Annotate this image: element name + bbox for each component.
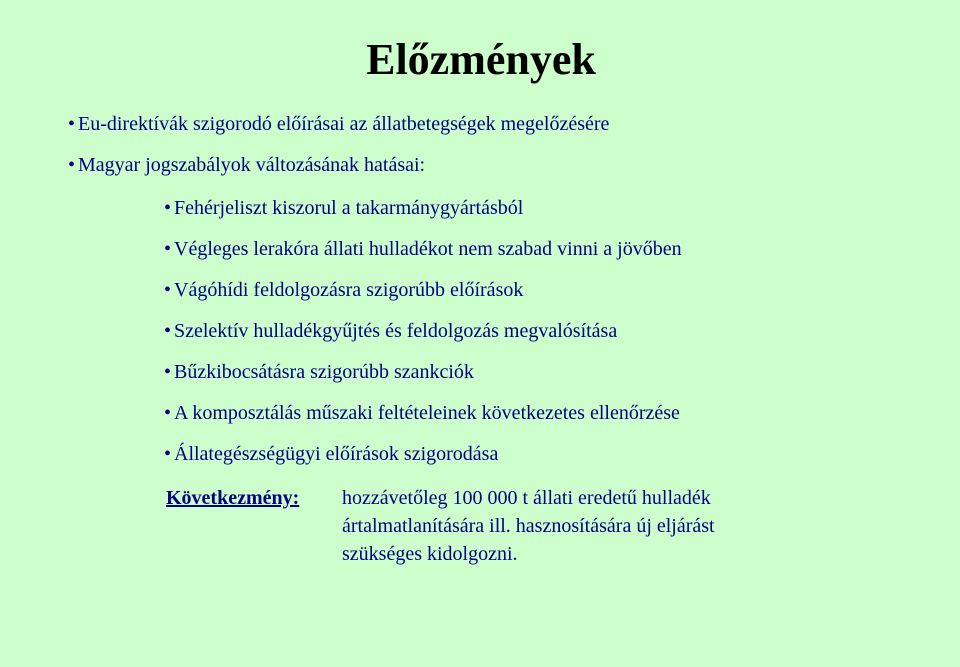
bullet-icon: •	[164, 361, 172, 383]
sub-bullet-item	[164, 236, 682, 262]
main-bullet-item	[68, 111, 609, 137]
sub-bullet-item	[164, 400, 680, 426]
bullet-icon: •	[164, 197, 172, 219]
sub-bullet-item	[164, 359, 474, 385]
conclusion-line: ártalmatlanítására ill. hasznosítására új eljárást	[342, 515, 715, 537]
sub-bullet-text: Végleges lerakóra állati hulladékot nem szabad vinni a jövőben	[174, 238, 682, 260]
sub-bullet-item	[164, 318, 617, 344]
main-bullet-text: Eu-direktívák szigorodó előírásai az állatbetegségek megelőzésére	[78, 113, 610, 135]
sub-bullet-text: Fehérjeliszt kiszorul a takarmánygyártásból	[174, 197, 524, 219]
bullet-icon: •	[164, 238, 172, 260]
bullet-icon: •	[164, 443, 172, 465]
main-bullet-item	[68, 152, 425, 178]
sub-bullet-item	[164, 277, 523, 303]
sub-bullet-text: Szelektív hulladékgyűjtés és feldolgozás megvalósítása	[174, 320, 618, 342]
conclusion-text	[342, 484, 842, 568]
bullet-icon: •	[164, 320, 172, 342]
bullet-icon: •	[68, 154, 76, 176]
sub-bullet-item	[164, 195, 523, 221]
sub-bullet-text: Bűzkibocsátásra szigorúbb szankciók	[174, 361, 474, 383]
sub-bullet-text: A komposztálás műszaki feltételeinek következetes ellenőrzése	[174, 402, 680, 424]
bullet-icon: •	[68, 113, 76, 135]
conclusion-line: szükséges kidolgozni.	[342, 543, 518, 565]
sub-bullet-item	[164, 441, 498, 467]
conclusion-line: hozzávetőleg 100 000 t állati eredetű hulladék	[342, 487, 711, 509]
slide-title: Előzmények	[366, 35, 596, 84]
conclusion-label: Következmény:	[166, 487, 300, 509]
bullet-icon: •	[164, 279, 172, 301]
sub-bullet-text: Vágóhídi feldolgozásra szigorúbb előírások	[174, 279, 524, 301]
sub-bullet-text: Állategészségügyi előírások szigorodása	[174, 443, 499, 465]
bullet-icon: •	[164, 402, 172, 424]
main-bullet-text: Magyar jogszabályok változásának hatásai:	[78, 154, 426, 176]
